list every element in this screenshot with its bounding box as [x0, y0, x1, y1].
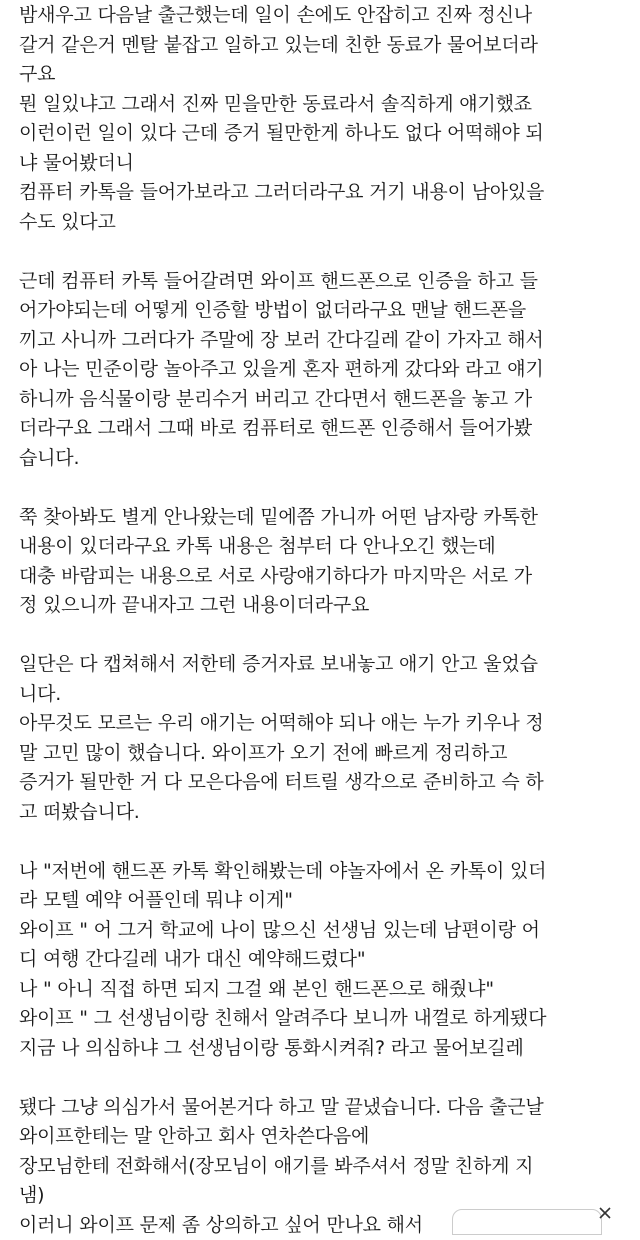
text-line: 뭔 일있냐고 그래서 진짜 믿을만한 동료라서 솔직하게 얘기했죠 — [19, 90, 626, 120]
text-line: 말 고민 많이 했습니다. 와이프가 오기 전에 빠르게 정리하고 — [19, 739, 626, 769]
text-line: 증거가 될만한 거 다 모은다음에 터트릴 생각으로 준비하고 슥 하 — [19, 768, 626, 798]
text-line: 근데 컴퓨터 카톡 들어갈려면 와이프 핸드폰으로 인증을 하고 들 — [19, 267, 626, 297]
text-line: 컴퓨터 카톡을 들어가보라고 그러더라구요 거기 내용이 남아있을 — [19, 178, 626, 208]
text-line: 와이프한테는 말 안하고 회사 연차쓴다음에 — [19, 1122, 626, 1152]
text-line: 일단은 다 캡쳐해서 저한테 증거자료 보내놓고 애기 안고 울었습 — [19, 650, 626, 680]
text-line: 니다. — [19, 680, 626, 710]
text-line: 나 "저번에 핸드폰 카톡 확인해봤는데 야놀자에서 온 카톡이 있더 — [19, 857, 626, 887]
paragraph — [19, 857, 626, 1064]
paragraph-gap — [19, 621, 626, 651]
text-line: 장모님한테 전화해서(장모님이 애기를 봐주셔서 정말 친하게 지 — [19, 1152, 626, 1182]
text-line: 와이프 " 그 선생님이랑 친해서 알려주다 보니까 내껄로 하게됐다 — [19, 1004, 626, 1034]
text-line: 아 나는 민준이랑 놀아주고 있을게 혼자 편하게 갔다와 라고 얘기 — [19, 355, 626, 385]
text-line: 지금 나 의심하냐 그 선생님이랑 통화시켜줘? 라고 물어보길레 — [19, 1034, 626, 1064]
text-line: 냐 물어봤더니 — [19, 149, 626, 179]
text-line: 끼고 사니까 그러다가 주말에 장 보러 간다길레 같이 가자고 해서 — [19, 326, 626, 356]
paragraph — [19, 650, 626, 827]
text-line: 내용이 있더라구요 카톡 내용은 첨부터 다 안나오긴 했는데 — [19, 532, 626, 562]
paragraph — [19, 1, 626, 237]
text-line: 어가야되는데 어떻게 인증할 방법이 없더라구요 맨날 핸드폰을 — [19, 296, 626, 326]
text-line-partial: 이러니 와이프 문제 좀 상의하고 싶어 만나요 해서 — [19, 1211, 626, 1240]
text-line: 와이프 " 어 그거 학교에 나이 많으신 선생님 있는데 남편이랑 어 — [19, 916, 626, 946]
text-line: 아무것도 모르는 우리 애기는 어떡해야 되나 애는 누가 키우나 정 — [19, 709, 626, 739]
text-line: 디 여행 간다길레 내가 대신 예약해드렸다" — [19, 945, 626, 975]
paragraph-gap — [19, 473, 626, 503]
text-line: 정 있으니까 끝내자고 그런 내용이더라구요 — [19, 591, 626, 621]
text-line: 나 " 아니 직접 하면 되지 그걸 왜 본인 핸드폰으로 해줬냐" — [19, 975, 626, 1005]
text-line: 냄) — [19, 1181, 626, 1211]
text-line: 대충 바람피는 내용으로 서로 사랑얘기하다가 마지막은 서로 가 — [19, 562, 626, 592]
text-line: 수도 있다고 — [19, 208, 626, 238]
text-line: 쭉 찾아봐도 별게 안나왔는데 밑에쯤 가니까 어떤 남자랑 카톡한 — [19, 503, 626, 533]
text-line: 하니까 음식물이랑 분리수거 버리고 간다면서 핸드폰을 놓고 가 — [19, 385, 626, 415]
paragraph-gap — [19, 1063, 626, 1093]
text-line: 갈거 같은거 멘탈 붙잡고 일하고 있는데 친한 동료가 물어보더라 — [19, 31, 626, 61]
paragraph-gap — [19, 827, 626, 857]
close-icon[interactable] — [598, 1206, 612, 1220]
text-line: 구요 — [19, 60, 626, 90]
paragraph — [19, 267, 626, 474]
text-line: 더라구요 그래서 그때 바로 컴퓨터로 핸드폰 인증해서 들어가봤 — [19, 414, 626, 444]
text-line: 습니다. — [19, 444, 626, 474]
text-line: 라 모텔 예약 어플인데 뭐냐 이게" — [19, 886, 626, 916]
text-line: 이런이런 일이 있다 근데 증거 될만한게 하나도 없다 어떡해야 되 — [19, 119, 626, 149]
paragraph-gap — [19, 237, 626, 267]
text-line: 밤새우고 다음날 출근했는데 일이 손에도 안잡히고 진짜 정신나 — [19, 1, 626, 31]
text-line: 고 떠봤습니다. — [19, 798, 626, 828]
text-line: 됐다 그냥 의심가서 물어본거다 하고 말 끝냈습니다. 다음 출근날 — [19, 1093, 626, 1123]
paragraph — [19, 1093, 626, 1211]
paragraph — [19, 503, 626, 621]
floating-overlay-box[interactable] — [452, 1209, 602, 1235]
